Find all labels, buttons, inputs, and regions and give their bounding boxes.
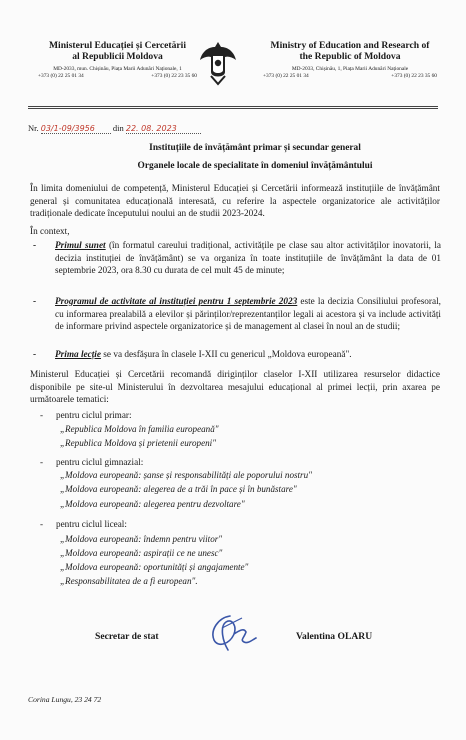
theme-item: „Moldova europeană: alegerea pentru dezvoltare" <box>60 499 245 509</box>
recommendation-paragraph: Ministerul Educației și Cercetării recomandă diriginților claselor I-XII utilizarea resurselor didactice disponibile pe site-ul Ministerului în dezvoltarea mesajului educațional al primei lecții, prin axarea pe următoarele tematici: <box>30 370 440 405</box>
intro-paragraph: În limita domeniului de competență, Ministerul Educației și Cercetării informează instituțiile de învățământ general și comunitatea educațională interesată, cu referire la aspectele organizatorice ale activităților tradiționale dedicate începutului noului an de studii 2023-2024. <box>30 184 440 219</box>
reference-prefix: Nr. <box>28 123 39 133</box>
ministry-name-en-line2: the Republic of Moldova <box>299 51 401 62</box>
theme-item: „Moldova europeană: îndemn pentru viitor" <box>60 534 223 544</box>
bullet-2-lead: Programul de activitate al instituției pentru 1 septembrie 2023 <box>55 297 298 307</box>
recipient-line-1: Instituțiile de învățământ primar și secundar general <box>149 143 361 153</box>
ministry-name-en-line1: Ministry of Education and Research of <box>270 40 430 51</box>
bullet-2-text: este la decizia Consiliului profesoral, cu informarea prealabilă a elevilor și părinților/reprezentanților legali ai acestora și va include activități de informare privind aspectele organizatorice și de management al clasei în noul an de studii; <box>55 297 441 332</box>
signatory-title: Secretar de stat <box>95 631 159 642</box>
moldova-coat-of-arms-icon <box>198 38 238 86</box>
phone-ro-1: +373 (0) 22 25 01 34 <box>38 73 84 79</box>
bullet-3-lead: Prima lecție <box>55 350 101 360</box>
bullet-item <box>33 240 441 278</box>
theme-item: „Responsabilitatea de a fi european". <box>60 576 198 586</box>
phone-ro-2: +373 (0) 22 23 35 60 <box>151 73 197 79</box>
phones-ro <box>30 73 205 80</box>
reference-line <box>28 123 201 134</box>
recipient-line-2: Organele locale de specialitate în domeniul învățământului <box>137 161 373 171</box>
bullet-item <box>33 349 441 362</box>
handwritten-signature <box>200 610 260 658</box>
theme-item: „Moldova europeană: oportunități și angajamente" <box>60 562 249 572</box>
reference-date: 22. 08. 2023 <box>125 124 177 133</box>
executor-contact: Corina Lungu, 23 24 72 <box>28 695 102 704</box>
ministry-name-ro-line2: al Republicii Moldova <box>72 51 163 62</box>
phones-en <box>255 73 445 80</box>
reference-din: din <box>112 123 124 133</box>
bullet-1-text: (în formatul careului tradițional, activitățile pe clase sau altor activităților inovatorii, la decizia instituției de învățământ) se va organiza în toate instituțiile de învățământ la data de 01 septembrie 2023, ora 8.30 cu durata de cel mult 45 de minute; <box>55 241 442 276</box>
theme-item: „Republica Moldova în familia europeană" <box>60 424 219 434</box>
header-divider-thin <box>28 108 438 109</box>
bullet-marker: - <box>33 241 37 251</box>
phone-en-2: +373 (0) 22 23 35 60 <box>391 73 437 79</box>
ministry-name-ro-line1: Ministerul Educației și Cercetării <box>48 40 187 51</box>
header-divider <box>28 106 438 107</box>
bullet-marker: - <box>33 350 37 360</box>
theme-item: „Moldova europeană: alegerea de a trăi în pace și în bunăstare" <box>60 484 297 494</box>
header-right <box>255 40 445 80</box>
bullet-1-lead: Primul sunet <box>55 241 106 251</box>
bullet-marker: - <box>33 297 37 307</box>
address-en: MD-2033, Chișinău, 1, Piața Marii Adunări Naționale <box>291 66 409 72</box>
phone-en-1: +373 (0) 22 25 01 34 <box>263 73 309 79</box>
bullet-item <box>33 296 441 334</box>
address-ro: MD-2033, mun. Chișinău, Piața Marii Adunări Naționale, 1 <box>53 66 182 72</box>
theme-heading-lyceum: - pentru ciclul liceal: <box>40 519 127 529</box>
context-label: În context, <box>30 227 70 237</box>
theme-item: „Moldova europeană: șanse și responsabilități ale poporului nostru" <box>60 470 312 480</box>
reference-number: 03/1-09/3956 <box>40 124 95 133</box>
bullet-3-text: se va desfășura în clasele I-XII cu genericul „Moldova europeană". <box>100 350 352 360</box>
theme-heading-gymnasium: - pentru ciclul gimnazial: <box>40 457 144 467</box>
signatory-name: Valentina OLARU <box>296 631 373 642</box>
theme-item: „Moldova europeană: aspirații ce ne unesc" <box>60 548 223 558</box>
header-left <box>30 40 205 80</box>
theme-heading-primary: - pentru ciclul primar: <box>40 410 132 420</box>
theme-item: „Republica Moldova și prietenii europeni" <box>60 438 217 448</box>
